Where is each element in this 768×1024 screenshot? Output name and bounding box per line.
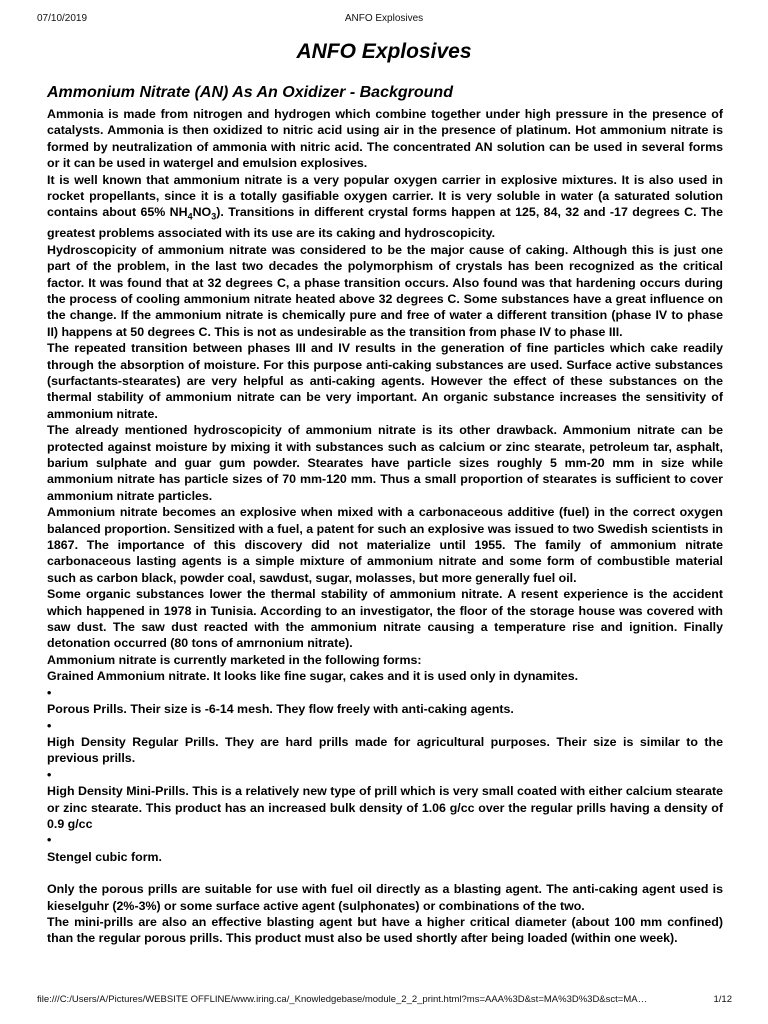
paragraph-oxygen-carrier	[47, 172, 723, 242]
form-mini-prills: High Density Mini-Prills. This is a relatively new type of prill which is very small coated with either calcium stearate or zinc stearate. This product has an increased bulk density of 1.06 g/cc over the regular prills having a density of 0.9 g/cc	[47, 784, 723, 831]
paragraph-oxygen-carrier-text: It is well known that ammonium nitrate is a very popular oxygen carrier in explosive mixtures. It is also used in rocket propellants, since it is a totally gasifiable oxygen carrier. It is very soluble in water (a saturated solution contains about 65% NH	[47, 172, 723, 220]
subscript-3: 3	[211, 211, 217, 222]
form-regular-prills: High Density Regular Prills. They are hard prills made for agricultural purposes. Their size is similar to the previous prills.	[47, 734, 723, 766]
bullet-4: •	[47, 833, 52, 848]
paragraph-production: Ammonia is made from nitrogen and hydrogen which combine together under high pressure in the presence of catalysts. Ammonia is then oxidized to nitric acid using air in the presence of platinum. Hot ammonium nitrate is formed by neutralization of ammonia with nitric acid. The concentrated AN solution can be used in several forms or it can be used in watergel and emulsion explosives.	[47, 107, 723, 171]
article-body	[47, 82, 723, 947]
page-number: 1/12	[713, 994, 732, 1005]
paragraph-thermal-stability: Some organic substances lower the thermal stability of ammonium nitrate. A resent experience is the accident which happened in 1978 in Tunisia. According to an investigator, the floor of the storage house was covered with saw dust. The saw dust reacted with the ammonium nitrate causing a temperature rise and ignition. Finally detonation occurred (80 tons of amrnonium nitrate).	[47, 587, 723, 651]
paragraph-porous-prills-use: Only the porous prills are suitable for use with fuel oil directly as a blasting agent. The anti-caking agent used is kieselguhr (2%-3%) or some surface active agent (sulphonates) or combinations of the two.	[47, 882, 723, 913]
page-title: ANFO Explosives	[296, 40, 472, 63]
paragraph-market-forms-intro: Ammonium nitrate is currently marketed in the following forms:	[47, 652, 422, 667]
print-header-title: ANFO Explosives	[344, 13, 424, 24]
print-url: file:///C:/Users/A/Pictures/WEBSITE OFFLINE/www.iring.ca/_Knowledgebase/module_2_2_print.html?ms=AAA%3D&st=MA%3D%3D&sct=MA…	[37, 994, 648, 1005]
form-porous-prills: Porous Prills. Their size is -6-14 mesh. They flow freely with anti-caking agents.	[47, 702, 514, 717]
paragraph-moisture-protection: The already mentioned hydroscopicity of ammonium nitrate is its other drawback. Ammonium nitrate can be protected against moisture by mixing it with substances such as calcium or zinc stearate, petroleum tar, asphalt, barium sulphate and guar gum powder. Stearates have particle sizes roughly 5 mm-20 mm in size while ammonium nitrate has particle sizes of 70 mm-120 mm. Thus a small proportion of stearates is sufficient to cover ammonium nitrate particles.	[47, 423, 723, 503]
form-stengel-cubic: Stengel cubic form.	[47, 849, 162, 864]
print-date: 07/10/2019	[37, 13, 88, 24]
section-heading: Ammonium Nitrate (AN) As An Oxidizer - Background	[47, 84, 453, 101]
bullet-2: •	[47, 718, 52, 733]
print-header	[0, 13, 768, 27]
paragraph-grained-form: Grained Ammonium nitrate. It looks like fine sugar, cakes and it is used only in dynamites.	[47, 669, 579, 684]
paragraph-hydroscopicity: Hydroscopicity of ammonium nitrate was considered to be the major cause of caking. Although this is just one part of the problem, in the last two decades the polymorphism of crystals has been recognized as the critical factor. It was found that at 32 degrees C, a phase transition occurs. Also found was that hardening occurs during the process of cooling ammonium nitrate heated above 32 degrees C. Some substances have a great influence on the change. If the ammonium nitrate is chemically pure and free of water a different transition (phase IV to phase II) happens at 50 degrees C. This is not as undesirable as the transition from phase IV to phase III.	[47, 242, 723, 339]
formula-no: NO	[192, 205, 212, 220]
bullet-3: •	[47, 767, 52, 782]
paragraph-oxygen-carrier-rest: ). Transitions in different crystal forms happen at 125, 84, 32 and -17 degrees C. The greatest problems associated with its use are its caking and hydroscopicity.	[47, 205, 723, 241]
subscript-4: 4	[187, 211, 193, 222]
paragraph-phase-transition: The repeated transition between phases III and IV results in the generation of fine particles which cake readily through the absorption of moisture. For this purpose anti-caking substances are used. Surface active substances (surfactants-stearates) are very helpful as anti-caking agents. However the effect of these substances on the thermal stability of ammonium nitrate can be very important. An organic substance increases the sensitivity of ammonium nitrate.	[47, 341, 723, 421]
paragraph-explosive-history: Ammonium nitrate becomes an explosive when mixed with a carbonaceous additive (fuel) in the correct oxygen balanced proportion. Sensitized with a fuel, a patent for such an explosive was issued to two Swedish scientists in 1867. The importance of this discovery did not materialize until 1955. The family of ammonium nitrate carbonaceous lasting agents is a simple mixture of ammonium nitrate and some form of combustible material such as carbon black, powder coal, sawdust, sugar, molasses, but more generally fuel oil.	[47, 505, 723, 585]
paragraph-mini-prills-use: The mini-prills are also an effective blasting agent but have a higher critical diameter (about 100 mm confined) than the regular porous prills. This product must also be used shortly after being loaded (within one week).	[47, 914, 723, 946]
print-footer	[0, 994, 768, 1008]
bullet-1: •	[47, 685, 52, 700]
